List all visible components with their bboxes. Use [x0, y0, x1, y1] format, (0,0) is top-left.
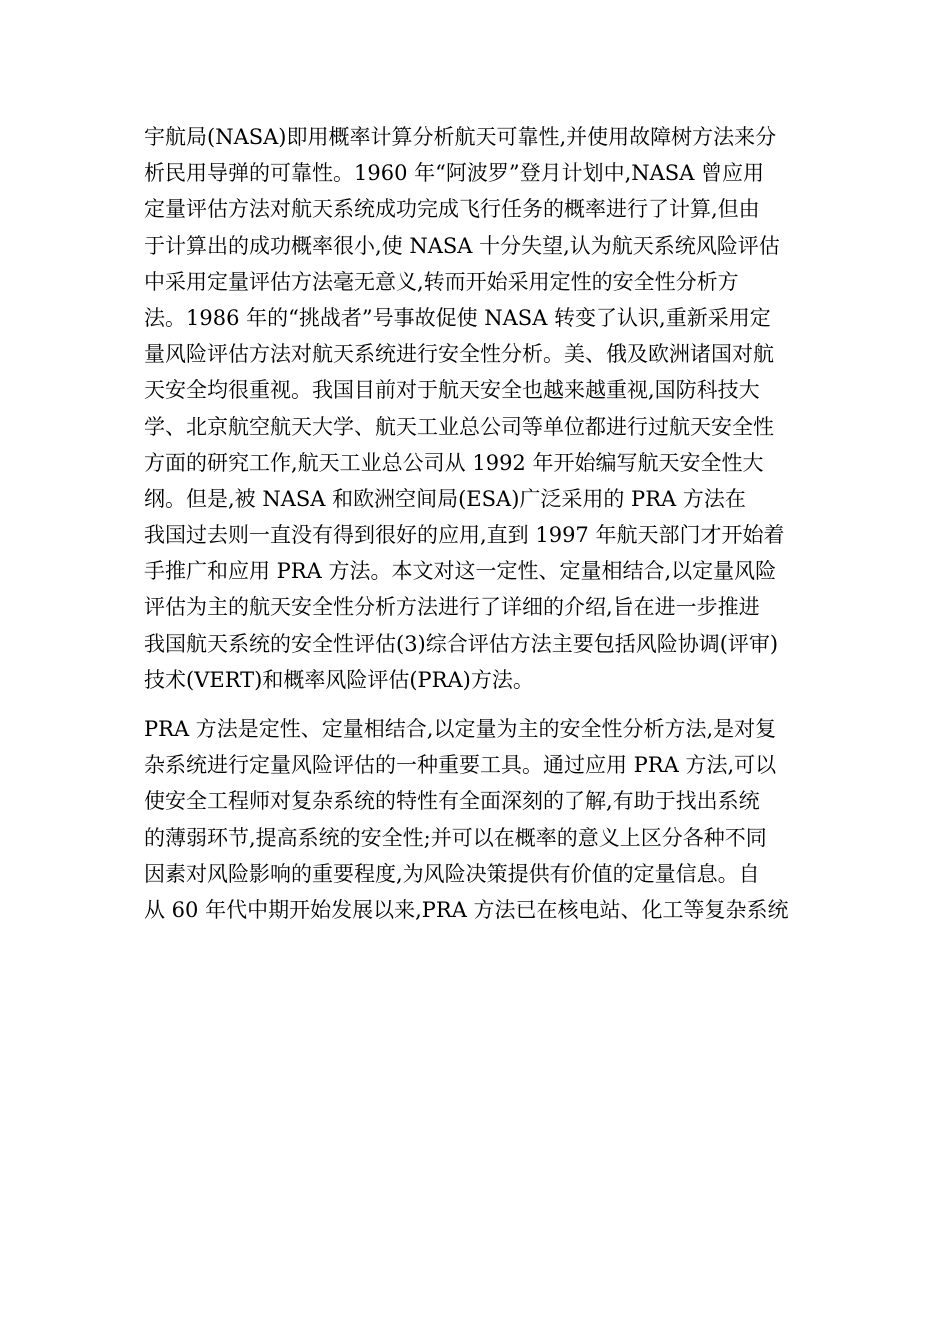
- text-line: 法。1986 年的“挑战者”号事故促使 NASA 转变了认识,重新采用定: [144, 305, 771, 330]
- text-line: 的薄弱环节,提高系统的安全性;并可以在概率的意义上区分各种不同: [144, 825, 767, 850]
- text-line: 我国航天系统的安全性评估(3)综合评估方法主要包括风险协调(评审): [144, 631, 779, 656]
- text-line: 纲。但是,被 NASA 和欧洲空间局(ESA)广泛采用的 PRA 方法在: [144, 486, 746, 511]
- text-line: 定量评估方法对航天系统成功完成飞行任务的概率进行了计算,但由: [144, 197, 760, 222]
- paragraph-1: [144, 119, 824, 698]
- text-line: 手推广和应用 PRA 方法。本文对这一定性、定量相结合,以定量风险: [144, 559, 777, 584]
- text-line: 析民用导弹的可靠性。1960 年“阿波罗”登月计划中,NASA 曾应用: [144, 161, 765, 186]
- text-line: 于计算出的成功概率很小,使 NASA 十分失望,认为航天系统风险评估: [144, 233, 780, 258]
- text-line: 杂系统进行定量风险评估的一种重要工具。通过应用 PRA 方法,可以: [144, 753, 777, 778]
- text-line: 从 60 年代中期开始发展以来,PRA 方法已在核电站、化工等复杂系统: [144, 897, 789, 922]
- paragraph-gap: [144, 698, 824, 711]
- text-line: 我国过去则一直没有得到很好的应用,直到 1997 年航天部门才开始着: [144, 523, 785, 548]
- paragraph-2: [144, 711, 824, 928]
- text-line: 量风险评估方法对航天系统进行安全性分析。美、俄及欧洲诸国对航: [144, 342, 774, 367]
- text-line: PRA 方法是定性、定量相结合,以定量为主的安全性分析方法,是对复: [144, 717, 777, 741]
- text-line: 技术(VERT)和概率风险评估(PRA)方法。: [144, 667, 534, 692]
- text-line: 天安全均很重视。我国目前对于航天安全也越来越重视,国防科技大: [144, 378, 760, 403]
- text-line: 学、北京航空航天大学、航天工业总公司等单位都进行过航天安全性: [144, 414, 774, 439]
- text-line: 宇航局(NASA)即用概率计算分析航天可靠性,并使用故障树方法来分: [144, 125, 777, 149]
- text-line: 评估为主的航天安全性分析方法进行了详细的介绍,旨在进一步推进: [144, 595, 760, 620]
- body-text: [144, 119, 824, 928]
- text-line: 使安全工程师对复杂系统的特性有全面深刻的了解,有助于找出系统: [144, 789, 760, 814]
- text-line: 中采用定量评估方法毫无意义,转而开始采用定性的安全性分析方: [144, 269, 739, 294]
- text-line: 因素对风险影响的重要程度,为风险决策提供有价值的定量信息。自: [144, 861, 760, 886]
- text-line: 方面的研究工作,航天工业总公司从 1992 年开始编写航天安全性大: [144, 450, 764, 475]
